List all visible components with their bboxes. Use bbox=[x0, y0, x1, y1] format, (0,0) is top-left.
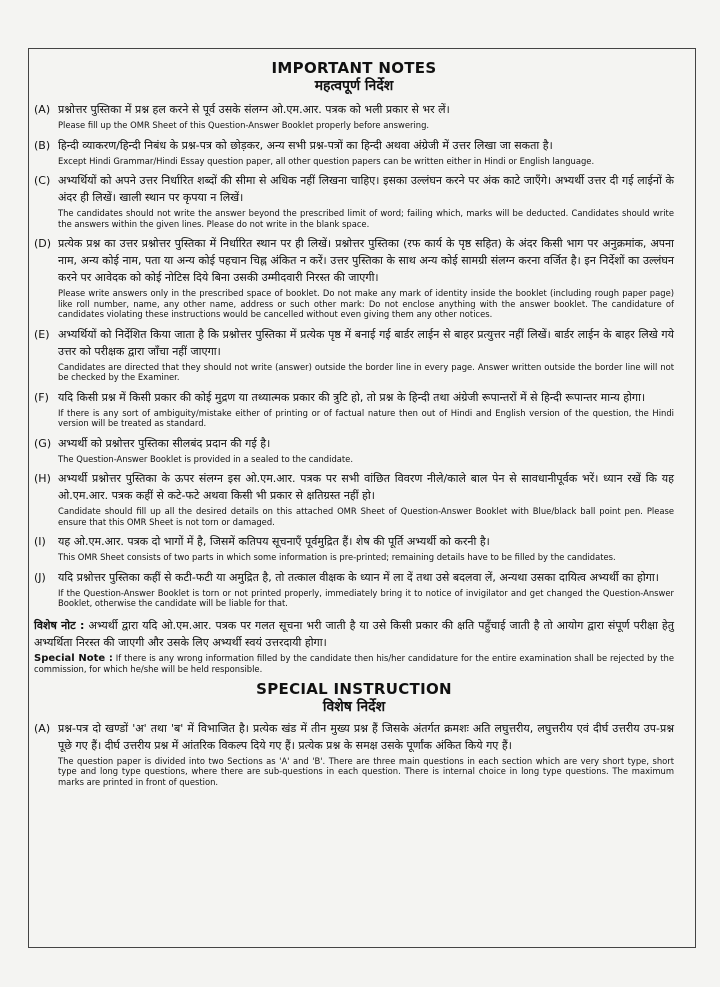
note-english-text: If there is any sort of ambiguity/mistake either of printing or of factual nature then out of Hindi and English version of the question, the Hindi version will be treated as standard. bbox=[58, 407, 674, 428]
note-hindi-text: यह ओ.एम.आर. पत्रक दो भागों में है, जिसमें कतिपय सूचनाएँ पूर्वमुद्रित हैं। शेष की पूर्ति अभ्यर्थी को करनी है। bbox=[58, 535, 490, 548]
important-notes-title: IMPORTANT NOTES bbox=[271, 59, 437, 77]
note-label: (G) bbox=[34, 436, 52, 450]
note-e bbox=[34, 326, 674, 383]
note-i bbox=[34, 533, 674, 563]
instruction-hindi-text: प्रश्न-पत्र दो खण्डों 'अ' तथा 'ब' में विभाजित है। प्रत्येक खंड में तीन मुख्य प्रश्न हैं जिसके अंतर्गत क्रमशः अति लघुत्तरीय, लघुत्तरीय एवं दीर्घ उत्तरीय उप-प्रश्न पूछे गए हैं। दीर्घ उत्तरीय प्रश्न में आंतरिक विकल्प दिये गए हैं। प्रत्येक प्रश्न के समक्ष उसके पूर्णांक अंकित किये गए हैं। bbox=[58, 721, 675, 752]
note-label: (A) bbox=[34, 103, 51, 116]
note-hindi-text: अभ्यर्थी प्रश्नोत्तर पुस्तिका के ऊपर संलग्न इस ओ.एम.आर. पत्रक पर सभी वांछित विवरण नीले/काले बाल पेन से सावधानीपूर्वक भरें। ध्यान रखें कि यह ओ.एम.आर. पत्रक कहीं से कटे-फटे अथवा किसी भी प्रकार से क्षतिग्रस्त नहीं हो। bbox=[58, 472, 674, 502]
note-h bbox=[34, 470, 674, 527]
note-hindi-text: प्रत्येक प्रश्न का उत्तर प्रश्नोत्तर पुस्तिका में निर्धारित स्थान पर ही लिखें। प्रश्नोत्तर पुस्तिका (रफ कार्य के पृष्ठ सहित) के अंदर किसी भाग पर अनुक्रमांक, अपना नाम, अन्य कोई नाम, पता या अन्य कोई पहचान चिह्न अंकित न करें। उत्तर पुस्तिका के साथ अन्य कोई सामग्री संलग्न करना वर्जित है। इन निर्देशों का उल्लंघन करने पर आवेदक को कोई नोटिस दिये बिना उसकी उम्मीदवारी निरस्त की जाएगी। bbox=[58, 237, 674, 284]
note-english-text: Candidate should fill up all the desired details on this attached OMR Sheet of Question-Answer Booklet with Blue/black ball point pen. Please ensure that this OMR Sheet is not torn or damaged. bbox=[58, 506, 674, 527]
special-note bbox=[34, 617, 674, 675]
special-instruction-title-hindi: विशेष निर्देश bbox=[322, 698, 386, 715]
note-hindi-text: प्रश्नोत्तर पुस्तिका में प्रश्न हल करने से पूर्व उसके संलग्न ओ.एम.आर. पत्रक को भली प्रकार से भर लें। bbox=[58, 103, 450, 116]
special-note-label: Special Note : bbox=[34, 652, 113, 664]
note-hindi-text: यदि किसी प्रश्न में किसी प्रकार की कोई मुद्रण या तथ्यात्मक प्रकार की त्रुटि हो, तो प्रश्न के हिन्दी तथा अंग्रेजी रूपान्तरों में से हिन्दी रूपान्तर मान्य होगा। bbox=[58, 390, 646, 404]
note-label: (E) bbox=[34, 327, 50, 341]
instructions-page bbox=[34, 60, 674, 787]
note-english-text: The Question-Answer Booklet is provided in a sealed to the candidate. bbox=[58, 453, 354, 464]
note-label: (H) bbox=[34, 472, 51, 485]
note-english-text: If the Question-Answer Booklet is torn or not printed properly, immediately bring it to notice of invigilator and get changed the Question-Answer Booklet, otherwise the candidate will be liable for that. bbox=[58, 587, 674, 608]
note-english-text: The candidates should not write the answer beyond the prescribed limit of word; failing which, marks will be deducted. Candidates should write the answers within the given lines. Please do not write in the blank space. bbox=[58, 208, 674, 229]
instruction-english-text: The question paper is divided into two Sections as 'A' and 'B'. There are three main questions in each section which are very short type, short type and long type questions, where there are sub-questions in each question. There is internal choice in long type questions. The maximum marks are printed in front of question. bbox=[58, 755, 674, 787]
note-hindi-text: अभ्यर्थियों को अपने उत्तर निर्धारित शब्दों की सीमा से अधिक नहीं लिखना चाहिए। इसका उल्लंघन करने पर अंक काटे जाएँगे। अभ्यर्थी उत्तर दी गई लाईनों के अंदर ही लिखें। खाली स्थान पर कृपया न लिखें। bbox=[58, 174, 674, 204]
note-label: (D) bbox=[34, 237, 52, 250]
special-note-english-text: If there is any wrong information filled by the candidate then his/her candidature for the entire examination shall be rejected by the commission, for which he/she will be held responsible. bbox=[34, 652, 675, 674]
note-english-text: Candidates are directed that they should not write (answer) outside the border line in every page. Answer written outside the border line will not be checked by the Examiner. bbox=[58, 361, 674, 382]
note-b bbox=[34, 137, 674, 167]
important-notes-title-hindi: महत्वपूर्ण निर्देश bbox=[314, 78, 394, 94]
note-english-text: Except Hindi Grammar/Hindi Essay question paper, all other question papers can be written either in Hindi or English language. bbox=[58, 155, 595, 166]
note-label: (I) bbox=[34, 535, 46, 548]
note-english-text: Please fill up the OMR Sheet of this Question-Answer Booklet properly before answering. bbox=[58, 120, 430, 130]
note-label: (B) bbox=[34, 138, 51, 152]
note-hindi-text: अभ्यर्थी को प्रश्नोत्तर पुस्तिका सीलबंद प्रदान की गई है। bbox=[58, 436, 271, 450]
note-english-text: Please write answers only in the prescribed space of booklet. Do not make any mark of identity inside the booklet (including rough paper page) like roll number, name, any other name, address or such other mark: Do not enclose anything with the answer booklet. The candidature of candidates violating these instructions would be cancelled without even giving them any other notices. bbox=[58, 288, 674, 319]
note-label: (J) bbox=[34, 570, 46, 584]
note-hindi-text: अभ्यर्थियों को निर्देशित किया जाता है कि प्रश्नोत्तर पुस्तिका में प्रत्येक पृष्ठ में बनाई गई बार्डर लाईन से बाहर प्रत्युत्तर नहीं लिखें। बार्डर लाईन के बाहर लिखे गये उत्तर को परीक्षक द्वारा जाँचा नहीं जाएगा। bbox=[58, 327, 674, 358]
instruction-label: (A) bbox=[34, 721, 51, 735]
note-f bbox=[34, 389, 674, 429]
special-instruction-title: SPECIAL INSTRUCTION bbox=[256, 679, 452, 698]
special-note-label-hindi: विशेष नोट : bbox=[34, 618, 85, 632]
note-j bbox=[34, 569, 674, 609]
note-g bbox=[34, 435, 674, 465]
note-c bbox=[34, 172, 674, 229]
special-note-hindi-text: अभ्यर्थी द्वारा यदि ओ.एम.आर. पत्रक पर गलत सूचना भरी जाती है या उसे किसी प्रकार की क्षति पहुँचाई जाती है तो आयोग द्वारा संपूर्ण परीक्षा हेतु अभ्यर्थिता निरस्त की जाएगी और उसके लिए अभ्यर्थी स्वयं उत्तरदायी होगा। bbox=[34, 618, 675, 649]
note-label: (C) bbox=[34, 174, 51, 187]
note-d bbox=[34, 235, 674, 320]
note-hindi-text: यदि प्रश्नोत्तर पुस्तिका कहीं से कटी-फटी या अमुद्रित है, तो तत्काल वीक्षक के ध्यान में ला दें तथा उसे बदलवा लें, अन्यथा उसका दायित्व अभ्यर्थी का होगा। bbox=[58, 570, 659, 584]
note-english-text: This OMR Sheet consists of two parts in which some information is pre-printed; remaining details have to be filled by the candidates. bbox=[58, 552, 616, 562]
note-a bbox=[34, 101, 674, 131]
special-instruction-a bbox=[34, 720, 674, 788]
note-label: (F) bbox=[34, 390, 49, 404]
note-hindi-text: हिन्दी व्याकरण/हिन्दी निबंध के प्रश्न-पत्र को छोड़कर, अन्य सभी प्रश्न-पत्रों का हिन्दी अथवा अंग्रेजी में उत्तर लिखा जा सकता है। bbox=[58, 138, 553, 152]
